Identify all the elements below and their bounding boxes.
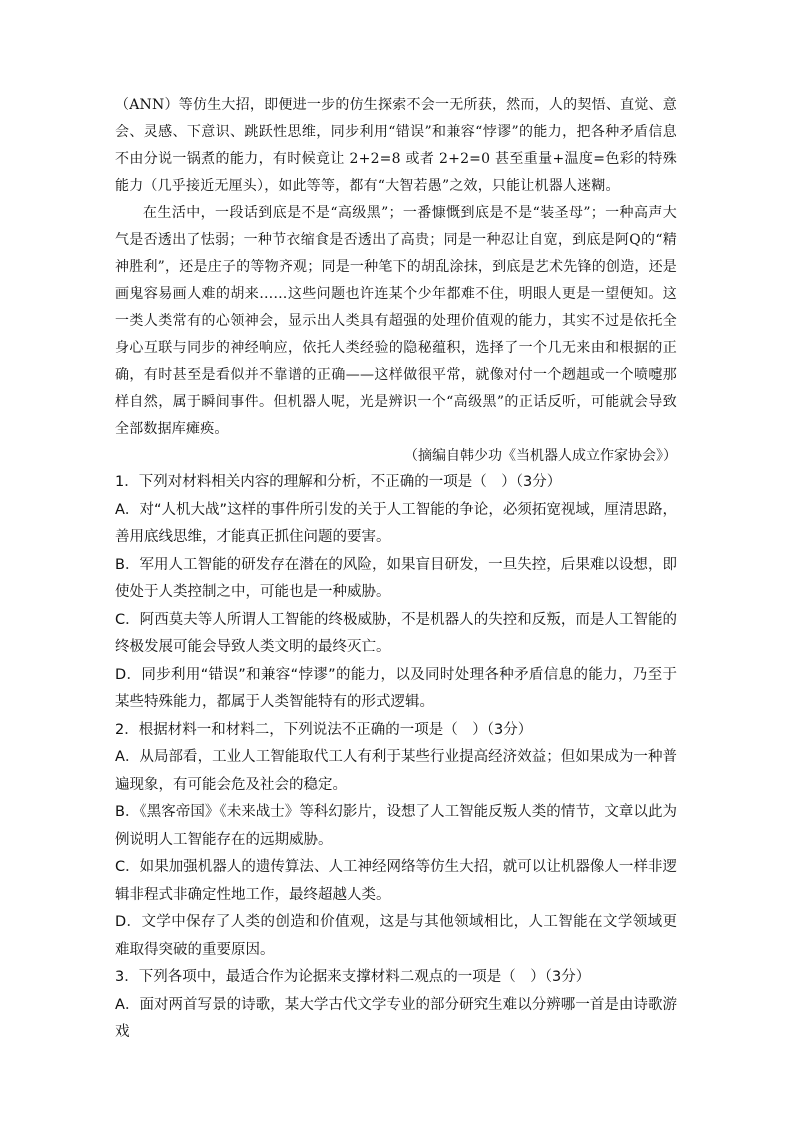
option-d: D．文学中保存了人类的创造和价值观，这是与其他领域相比，人工智能在文学领域更难取得突破的重要原因。 <box>115 914 677 958</box>
passage-paragraph-1: （ANN）等仿生大招，即便进一步的仿生探索不会一无所获，然而，人的契悟、直觉、意会、灵感、下意识、跳跃性思维，同步利用“错误”和兼容“悖谬”的能力，把各种矛盾信息不由分说一锅煮的能力，有时候竟让 2+2=8 或者 2+2=0 甚至重量+温度=色彩的特殊能力（几乎接近无厘头），如此等等，都有“大智若愚”之效，只能让机器人迷糊。 <box>115 97 677 194</box>
option-b: B．军用人工智能的研发存在潜在的风险，如果盲目研发，一旦失控，后果难以设想，即使处于人类控制之中，可能也是一种威胁。 <box>115 556 677 600</box>
option-a: A．从局部看，工业人工智能取代工人有利于某些行业提高经济效益；但如果成为一种普遍现象，有可能会危及社会的稳定。 <box>115 749 677 793</box>
option-c: C．阿西莫夫等人所谓人工智能的终极威胁，不是机器人的失控和反叛，而是人工智能的终极发展可能会导致人类文明的最终灭亡。 <box>115 611 677 655</box>
option-a: A．面对两首写景的诗歌，某大学古代文学专业的部分研究生难以分辨哪一首是由诗歌游戏 <box>115 996 677 1040</box>
passage-paragraph-2: 在生活中，一段话到底是不是“高级黑”；一番慷慨到底是不是“装圣母”；一种高声大气是否透出了怯弱；一种节衣缩食是否透出了高贵；同是一种忍让自宽，到底是阿Q的“精神胜利”，还是庄子的等物齐观；同是一种笔下的胡乱涂抹，到底是艺术先锋的创造，还是画鬼容易画人难的胡来……这些问题也许连某个少年都难不住，明眼人更是一望便知。这一类人类常有的心领神会，显示出人类具有超强的处理价值观的能力，其实不过是依托全身心互联与同步的神经响应，依托人类经验的隐秘蕴积，选择了一个几无来由和根据的正确，有时甚至是看似并不靠谱的正确——这样做很平常，就像对付一个趔趄或一个喷嚏那样自然，属于瞬间事件。但机器人呢，光是辨识一个“高级黑”的正话反听，可能就会导致全部数据库瘫痪。 <box>115 205 677 437</box>
option-c: C．如果加强机器人的遗传算法、人工神经网络等仿生大招，就可以让机器像人一样非逻辑非程式非确定性地工作，最终超越人类。 <box>115 859 677 903</box>
question-stem: 3．下列各项中，最适合作为论据来支撑材料二观点的一项是（ ）（3分） <box>115 969 591 985</box>
question-1 <box>115 469 677 717</box>
option-a: A．对“人机大战”这样的事件所引发的关于人工智能的争论，必须拓宽视域，厘清思路，善用底线思维，才能真正抓住问题的要害。 <box>115 501 677 545</box>
question-stem: 1．下列对材料相关内容的理解和分析，不正确的一项是（ ）（3分） <box>115 474 562 490</box>
question-stem: 2．根据材料一和材料二，下列说法不正确的一项是（ ）（3分） <box>115 721 533 738</box>
question-3 <box>115 964 677 1047</box>
question-2 <box>115 717 677 965</box>
option-d: D．同步利用“错误”和兼容“悖谬”的能力，以及同时处理各种矛盾信息的能力，乃至于某些特殊能力，都属于人类智能特有的形式逻辑。 <box>115 666 677 710</box>
option-b: B．《黑客帝国》《未来战士》等科幻影片，设想了人工智能反叛人类的情节，文章以此为例说明人工智能存在的远期威胁。 <box>115 804 677 848</box>
passage-source: （摘编自韩少功《当机器人成立作家协会》） <box>404 448 677 464</box>
page-content <box>115 92 677 1047</box>
